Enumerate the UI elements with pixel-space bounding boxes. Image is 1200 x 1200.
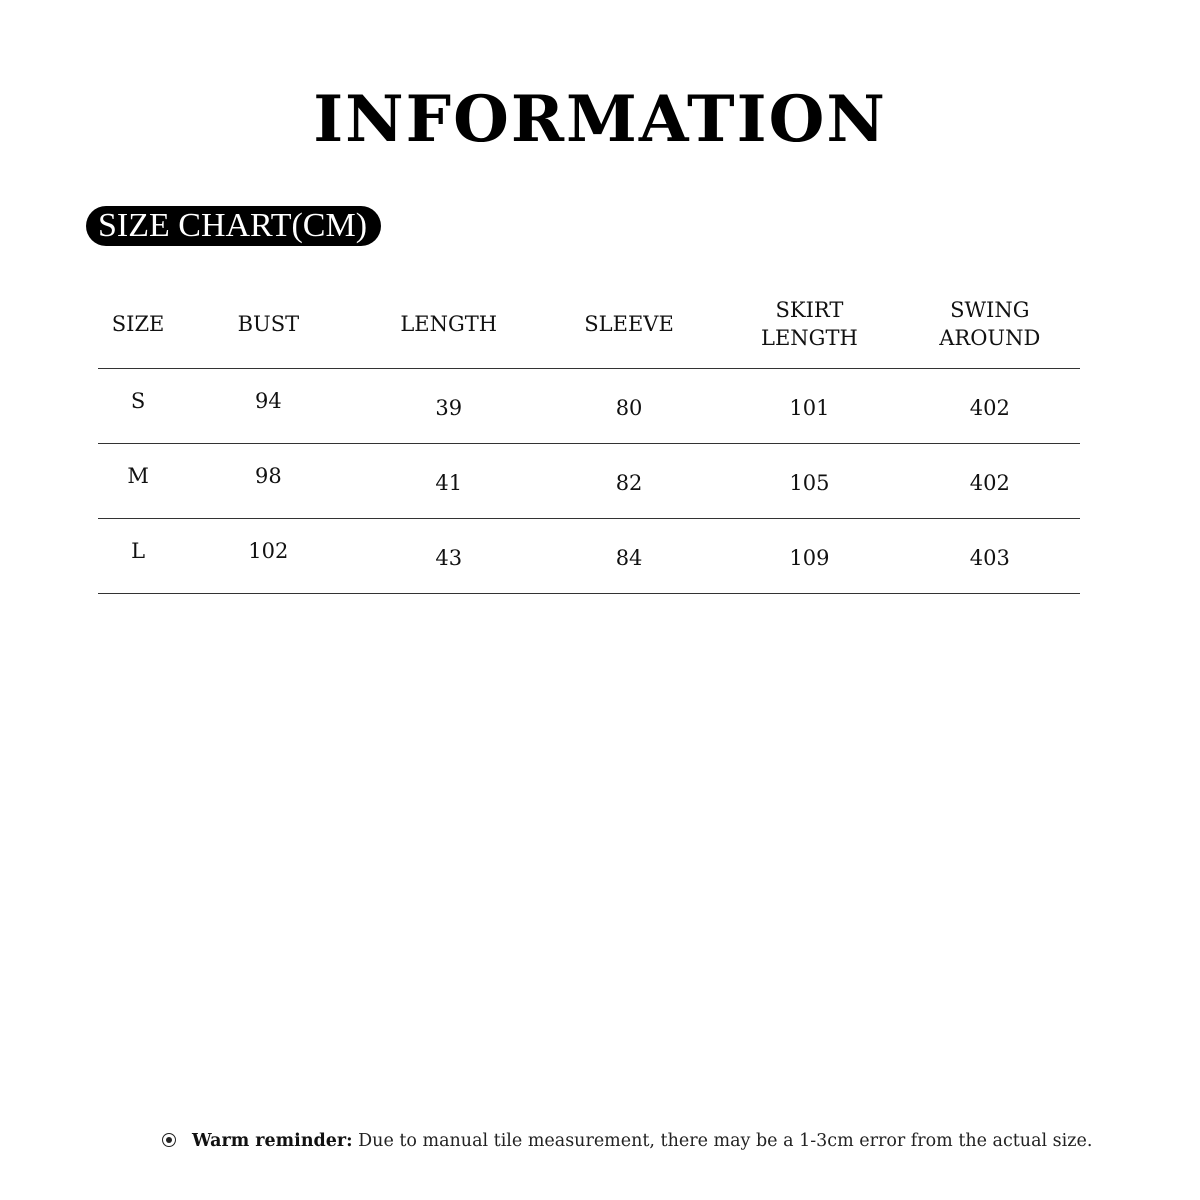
header-swing-around [900,280,1080,369]
cell-skirt-length: 101 [719,369,899,444]
radio-bullet-icon [162,1133,176,1147]
cell-skirt-length: 105 [719,444,899,519]
cell-sleeve: 84 [539,519,719,594]
cell-bust: 94 [178,369,358,444]
warm-reminder [162,1128,1092,1154]
cell-bust: 98 [178,444,358,519]
header-length [359,280,539,369]
size-chart-label: SIZE CHART(CM) [86,206,381,246]
cell-size: L [98,519,178,594]
cell-swing-around: 402 [900,444,1080,519]
reminder-label: Warm reminder: [192,1131,353,1151]
cell-size: S [98,369,178,444]
header-line: SIZE [111,312,165,336]
cell-sleeve: 80 [539,369,719,444]
cell-swing-around: 402 [900,369,1080,444]
header-line: SKIRT [775,298,844,322]
cell-sleeve: 82 [539,444,719,519]
header-skirt-length [719,280,899,369]
header-bust [178,280,358,369]
header-line: AROUND [939,326,1041,350]
header-size [98,280,178,369]
header-sleeve [539,280,719,369]
header-line: LENGTH [400,312,498,336]
table-header-row [98,280,1080,369]
table-row [98,519,1080,594]
header-line: LENGTH [761,326,858,350]
cell-skirt-length: 109 [719,519,899,594]
page-title: INFORMATION [313,82,887,157]
header-line: SLEEVE [584,312,674,336]
cell-bust: 102 [178,519,358,594]
header-line: BUST [237,312,300,336]
table-row [98,369,1080,444]
cell-length: 41 [359,444,539,519]
cell-size: M [98,444,178,519]
cell-swing-around: 403 [900,519,1080,594]
size-chart-table [98,280,1080,594]
reminder-text: Due to manual tile measurement, there may be a 1-3cm error from the actual size. [352,1131,1093,1151]
cell-length: 39 [359,369,539,444]
table-row [98,444,1080,519]
cell-length: 43 [359,519,539,594]
header-line: SWING [950,298,1030,322]
